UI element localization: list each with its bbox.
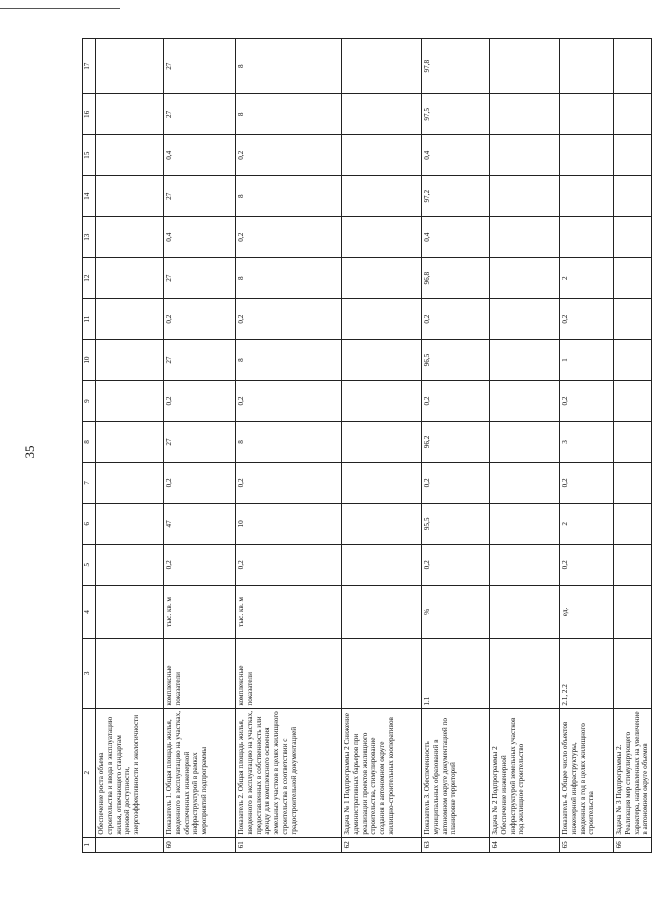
row-number-cell: 61	[236, 837, 342, 852]
indicator-name-cell: Задача № 3 Подпрограммы 2. Реализация мер стимулирующего характера, направленных на увеличение в автономном округе объемов	[614, 708, 652, 837]
table-cell: 0,2	[236, 299, 342, 340]
indicator-name-cell: Показатель 3. Обеспеченность муниципальных образований в автономном округе документацией по планировке территорий	[422, 708, 490, 837]
table-cell: 0,2	[236, 217, 342, 258]
table-cell	[342, 639, 422, 709]
table-cell: 27	[164, 258, 236, 299]
indicator-name-cell: Задача № 2 Подпрограммы 2 Обеспечение инженерной инфраструктурой земельных участков под жилищное строительство	[490, 708, 560, 837]
table-cell	[490, 585, 560, 638]
table-cell	[342, 94, 422, 135]
table-cell: 0,2	[422, 299, 490, 340]
table-cell	[342, 217, 422, 258]
table-cell	[96, 94, 164, 135]
table-cell: 0,2	[560, 299, 614, 340]
table-cell	[96, 39, 164, 94]
table-cell	[490, 299, 560, 340]
table-cell: 0,4	[164, 135, 236, 176]
table-cell	[342, 258, 422, 299]
table-cell: 3	[560, 421, 614, 462]
indicator-name-cell: Показатель 1. Общая площадь жилья, введенного в эксплуатацию на участках, обеспеченных инженерной инфраструктурой в рамках мероприятий подпрограммы	[164, 708, 236, 837]
header-cell: 9	[83, 381, 96, 422]
table-cell: 1.1	[422, 639, 490, 709]
table-cell	[490, 94, 560, 135]
header-cell: 14	[83, 176, 96, 217]
table-cell: 97,2	[422, 176, 490, 217]
table-cell	[490, 462, 560, 503]
table-cell	[560, 176, 614, 217]
table-row	[342, 39, 422, 853]
table-cell: 0,2	[422, 381, 490, 422]
table-cell	[560, 217, 614, 258]
table-cell	[342, 299, 422, 340]
table-cell: 0,2	[236, 135, 342, 176]
table-cell	[96, 217, 164, 258]
table-cell: 27	[164, 94, 236, 135]
table-cell: 95,5	[422, 503, 490, 544]
table-cell	[342, 462, 422, 503]
table-row	[164, 39, 236, 853]
table-cell: 0,2	[236, 462, 342, 503]
table-cell: 8	[236, 258, 342, 299]
header-cell: 8	[83, 421, 96, 462]
table-cell: 97,8	[422, 39, 490, 94]
rotated-table-frame	[82, 38, 650, 853]
header-cell: 11	[83, 299, 96, 340]
table-cell: 96,5	[422, 340, 490, 381]
table-cell	[96, 503, 164, 544]
table-cell	[614, 39, 652, 94]
table-cell: 2	[560, 503, 614, 544]
table-row	[614, 39, 652, 853]
header-cell: 6	[83, 503, 96, 544]
table-cell: 96,8	[422, 258, 490, 299]
table-cell: 0,2	[236, 544, 342, 585]
table-cell	[96, 585, 164, 638]
data-table	[82, 38, 652, 853]
row-number-cell: 66	[614, 837, 652, 852]
table-cell	[342, 585, 422, 638]
table-cell	[96, 340, 164, 381]
table-body	[96, 39, 652, 853]
header-cell: 2	[83, 708, 96, 837]
header-cell: 17	[83, 39, 96, 94]
header-cell: 4	[83, 585, 96, 638]
table-cell	[96, 639, 164, 709]
table-cell	[614, 258, 652, 299]
table-cell: 0,4	[422, 135, 490, 176]
table-cell	[490, 39, 560, 94]
table-cell: 10	[236, 503, 342, 544]
table-cell	[96, 381, 164, 422]
table-cell: комплексные показатели	[236, 639, 342, 709]
table-cell	[614, 421, 652, 462]
table-cell	[342, 135, 422, 176]
table-cell: 27	[164, 340, 236, 381]
table-cell	[614, 299, 652, 340]
table-cell	[614, 639, 652, 709]
table-cell	[96, 462, 164, 503]
table-cell	[96, 544, 164, 585]
table-cell	[490, 421, 560, 462]
table-cell	[490, 176, 560, 217]
table-cell	[96, 176, 164, 217]
table-cell	[614, 176, 652, 217]
row-number-cell: 62	[342, 837, 422, 852]
table-cell: 0,2	[164, 462, 236, 503]
table-cell: тыс. кв. м	[236, 585, 342, 638]
table-cell	[614, 585, 652, 638]
table-cell	[342, 503, 422, 544]
table-cell	[614, 462, 652, 503]
table-cell	[614, 135, 652, 176]
table-cell	[560, 94, 614, 135]
table-cell	[614, 340, 652, 381]
table-cell: 8	[236, 340, 342, 381]
header-cell: 13	[83, 217, 96, 258]
header-cell: 1	[83, 837, 96, 852]
indicator-name-cell: Обеспечение роста объема строительства и ввода в эксплуатацию жилья, отвечающего стандартам ценовой доступности, энергоэффективности и экологичности	[96, 708, 164, 837]
table-cell	[614, 217, 652, 258]
row-number-cell: 64	[490, 837, 560, 852]
table-cell	[490, 135, 560, 176]
table-cell: 0,2	[164, 381, 236, 422]
table-cell	[614, 94, 652, 135]
table-cell: 1	[560, 340, 614, 381]
table-cell: 27	[164, 421, 236, 462]
table-cell	[614, 381, 652, 422]
table-cell	[490, 503, 560, 544]
header-cell: 10	[83, 340, 96, 381]
table-cell: тыс. кв. м	[164, 585, 236, 638]
table-cell	[490, 639, 560, 709]
table-cell	[342, 381, 422, 422]
table-cell: 0,2	[236, 381, 342, 422]
table-row	[560, 39, 614, 853]
table-cell	[96, 258, 164, 299]
header-cell: 16	[83, 94, 96, 135]
table-cell	[490, 544, 560, 585]
table-cell: 2	[560, 258, 614, 299]
row-number-cell: 63	[422, 837, 490, 852]
table-cell: 0,2	[560, 544, 614, 585]
header-cell: 15	[83, 135, 96, 176]
corner-rule	[0, 8, 120, 9]
table-cell	[490, 217, 560, 258]
table-row	[236, 39, 342, 853]
row-number-cell: 60	[164, 837, 236, 852]
table-cell: 2.1, 2.2	[560, 639, 614, 709]
table-cell: 0,2	[164, 544, 236, 585]
table-row	[422, 39, 490, 853]
table-cell	[490, 340, 560, 381]
table-row	[96, 39, 164, 853]
table-cell	[342, 39, 422, 94]
table-cell: 0,4	[422, 217, 490, 258]
table-cell: 8	[236, 176, 342, 217]
table-cell: 27	[164, 39, 236, 94]
table-cell	[342, 544, 422, 585]
table-row	[490, 39, 560, 853]
table-cell: комплексные показатели	[164, 639, 236, 709]
table-cell	[614, 544, 652, 585]
table-cell: 97,5	[422, 94, 490, 135]
table-cell: 8	[236, 421, 342, 462]
table-cell: 8	[236, 94, 342, 135]
indicator-name-cell: Задача № 1 Подпрограммы 2 Снижение административных барьеров при реализации проектов жилищного строительства, стимулирование создания в автономном округе жилищно-строительных кооперативов	[342, 708, 422, 837]
table-cell	[96, 135, 164, 176]
table-cell: 8	[236, 39, 342, 94]
row-number-cell: 65	[560, 837, 614, 852]
table-cell	[490, 381, 560, 422]
table-cell: 0,2	[560, 462, 614, 503]
table-cell: 96,2	[422, 421, 490, 462]
table-cell	[614, 503, 652, 544]
table-cell: 0,2	[164, 299, 236, 340]
table-cell: 27	[164, 176, 236, 217]
header-cell: 3	[83, 639, 96, 709]
header-cell: 7	[83, 462, 96, 503]
header-cell: 5	[83, 544, 96, 585]
table-cell: %	[422, 585, 490, 638]
table-cell	[490, 258, 560, 299]
table-cell: 47	[164, 503, 236, 544]
table-cell	[560, 39, 614, 94]
indicator-name-cell: Показатель 4. Общее число объектов инженерной инфраструктуры, введенных в год в целях жилищного строительства	[560, 708, 614, 837]
table-cell: 0,2	[422, 544, 490, 585]
table-cell: 0,4	[164, 217, 236, 258]
table-cell	[342, 421, 422, 462]
table-cell: ед.	[560, 585, 614, 638]
header-row	[83, 39, 96, 853]
table-cell	[560, 135, 614, 176]
table-cell	[342, 176, 422, 217]
row-number-cell	[96, 837, 164, 852]
table-cell	[342, 340, 422, 381]
table-cell: 0,2	[422, 462, 490, 503]
table-cell	[96, 421, 164, 462]
header-cell: 12	[83, 258, 96, 299]
indicator-name-cell: Показатель 2. Общая площадь жилья, введенного в эксплуатацию на участках, предоставленных в собственность или аренду для комплексного освоения земельных участков в целях жилищного строительства в соответствии с градостроительной документацией	[236, 708, 342, 837]
table-cell: 0,2	[560, 381, 614, 422]
page-number: 35	[22, 445, 37, 459]
table-cell	[96, 299, 164, 340]
